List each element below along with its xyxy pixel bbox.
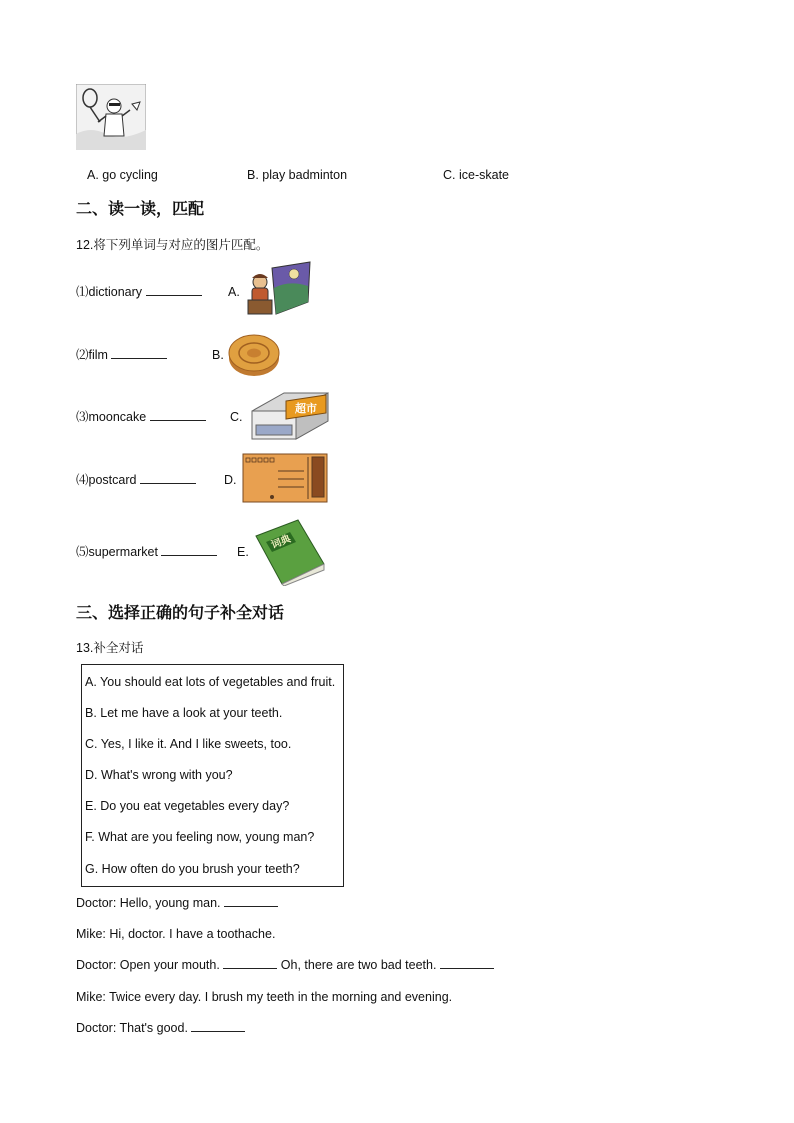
section-2-title: 二、读一读，匹配 (76, 199, 205, 218)
choice-e: E. Do you eat vegetables every day? (85, 799, 290, 813)
picture-letter-b: B. (212, 348, 224, 362)
item-word: dictionary (88, 285, 143, 299)
option-b: B. play badminton (247, 168, 348, 182)
match-item-3 (76, 409, 206, 425)
item-number: ⑵ (76, 348, 89, 362)
dialogue-line-1 (76, 895, 278, 911)
choice-c: C. Yes, I like it. And I like sweets, too. (85, 737, 292, 751)
item-word: mooncake (88, 410, 147, 424)
choice-b: B. Let me have a look at your teeth. (85, 706, 283, 720)
answer-blank[interactable] (111, 347, 167, 359)
choices-box (81, 664, 344, 887)
item-number: ⑶ (76, 410, 89, 424)
question-12: 12.将下列单词与对应的图片匹配。 (76, 238, 269, 252)
item-number: ⑷ (76, 473, 89, 487)
dialogue-text: Doctor: Hello, young man. (76, 896, 221, 910)
choice-g: G. How often do you brush your teeth? (85, 862, 300, 876)
picture-letter-a: A. (228, 285, 240, 299)
picture-letter-e: E. (237, 545, 249, 559)
answer-blank[interactable] (140, 472, 196, 484)
badminton-picture (76, 84, 146, 150)
supermarket-sign: 超市 (295, 402, 317, 415)
picture-letter-d: D. (224, 473, 237, 487)
answer-blank[interactable] (150, 409, 206, 421)
dialogue-text: Doctor: Open your mouth. (76, 958, 220, 972)
match-item-5 (76, 544, 217, 560)
match-item-2 (76, 347, 167, 363)
match-item-4 (76, 472, 196, 488)
option-c: C. ice-skate (443, 168, 509, 182)
dialogue-text: Doctor: That's good. (76, 1021, 188, 1035)
item-word: film (88, 348, 108, 362)
section-3-title: 三、选择正确的句子补全对话 (76, 603, 285, 622)
item-word: postcard (88, 473, 137, 487)
option-a: A. go cycling (87, 168, 158, 182)
dialogue-text: Oh, there are two bad teeth. (280, 958, 437, 972)
item-word: supermarket (88, 545, 158, 559)
film-picture (244, 258, 314, 320)
dialogue-line-4: Mike: Twice every day. I brush my teeth in the morning and evening. (76, 990, 453, 1004)
supermarket-picture (248, 391, 330, 441)
dialogue-line-2: Mike: Hi, doctor. I have a toothache. (76, 927, 276, 941)
dictionary-picture (254, 518, 326, 586)
match-item-1 (76, 284, 202, 300)
answer-blank[interactable] (191, 1020, 245, 1032)
answer-blank[interactable] (224, 895, 278, 907)
answer-blank[interactable] (440, 957, 494, 969)
choice-d: D. What's wrong with you? (85, 768, 233, 782)
dialogue-line-5 (76, 1020, 245, 1036)
postcard-picture (242, 453, 328, 503)
mooncake-picture (228, 332, 280, 378)
question-13: 13.补全对话 (76, 641, 144, 655)
answer-blank[interactable] (146, 284, 202, 296)
item-number: ⑴ (76, 285, 89, 299)
answer-blank[interactable] (223, 957, 277, 969)
answer-blank[interactable] (161, 544, 217, 556)
dialogue-line-3 (76, 957, 494, 973)
picture-letter-c: C. (230, 410, 243, 424)
choice-f: F. What are you feeling now, young man? (85, 830, 315, 844)
dictionary-cover-text: 词典 (269, 533, 293, 552)
choice-a: A. You should eat lots of vegetables and fruit. (85, 675, 336, 689)
item-number: ⑸ (76, 545, 89, 559)
